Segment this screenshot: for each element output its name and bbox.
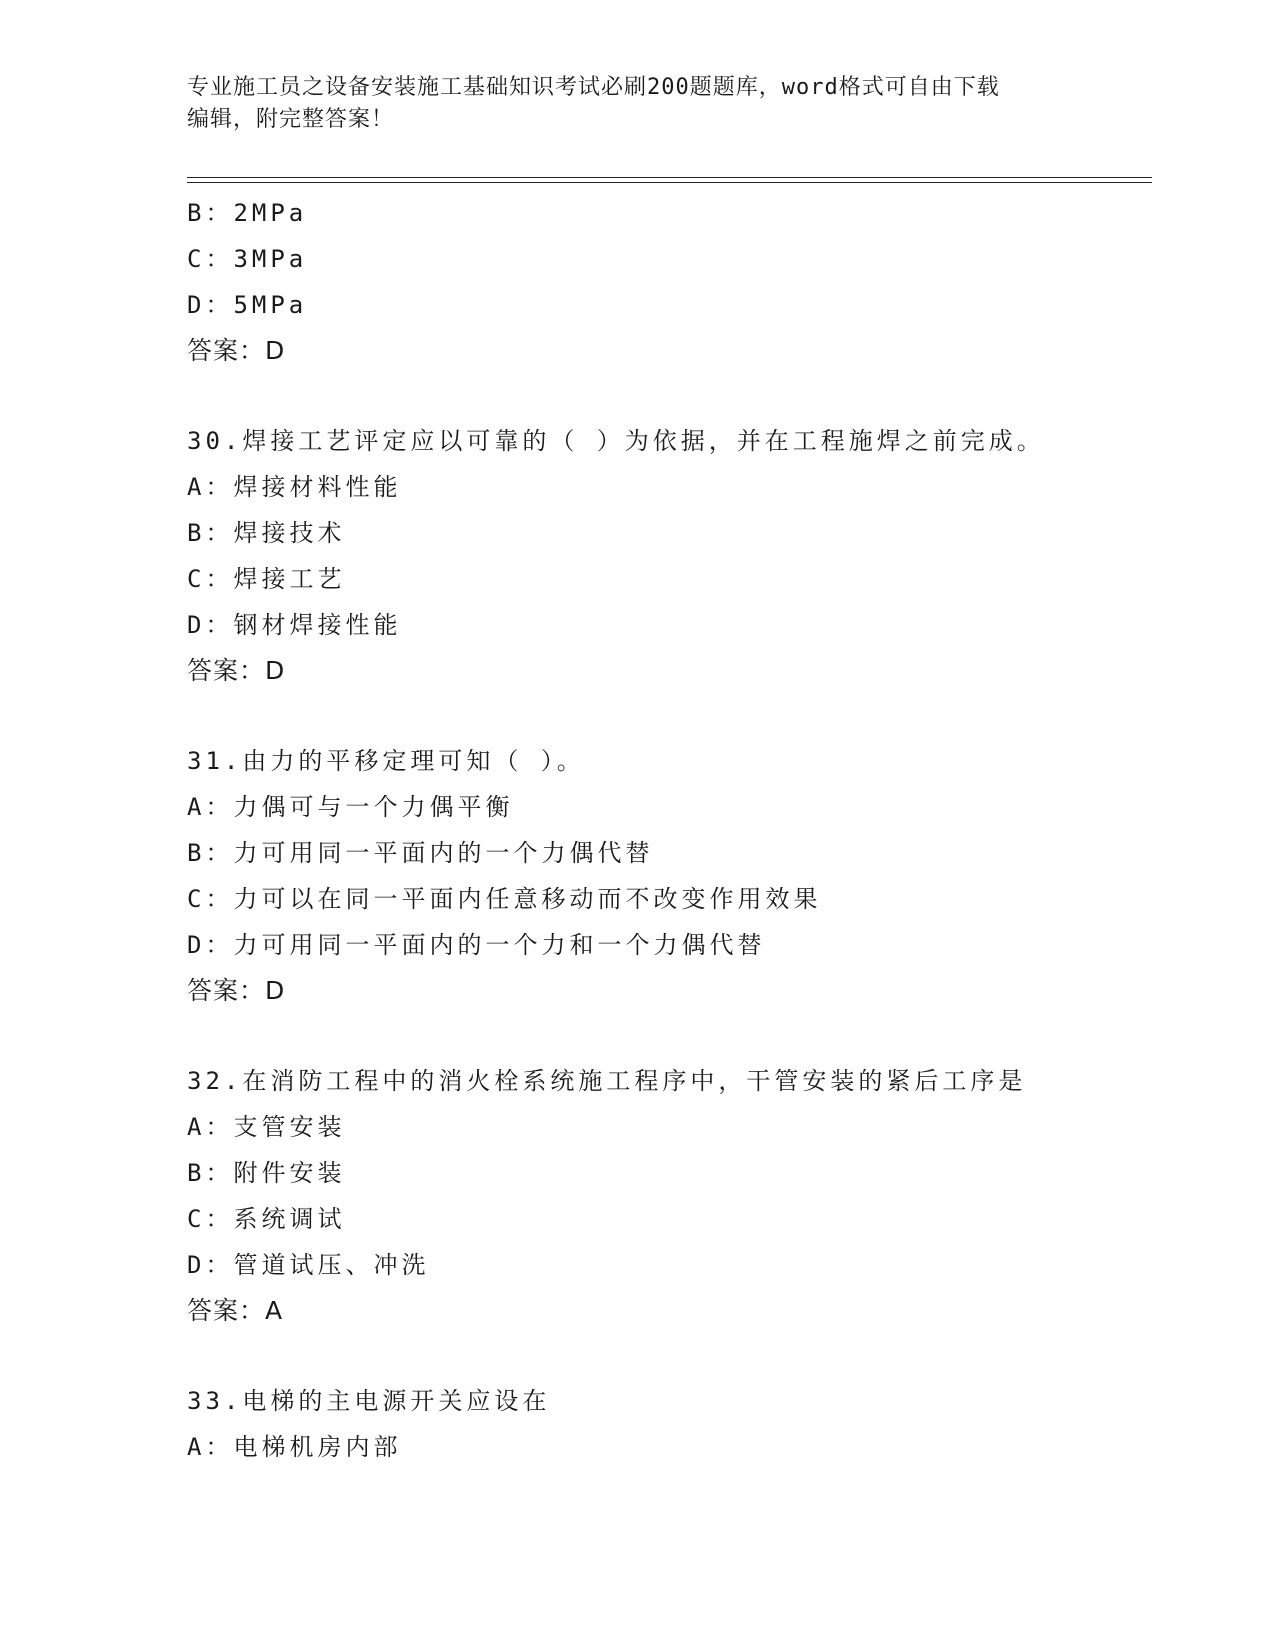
option-d: D：管道试压、冲洗 [187, 1251, 430, 1279]
question-block-continued [187, 190, 1152, 374]
answer: 答案：D [187, 656, 286, 685]
option-c: C：3MPa [187, 245, 308, 273]
header-divider-top [187, 177, 1152, 178]
option-c: C：系统调试 [187, 1205, 346, 1233]
option-c: C：力可以在同一平面内任意移动而不改变作用效果 [187, 885, 822, 913]
spacer [187, 374, 1152, 418]
option-b: B：焊接技术 [187, 519, 346, 547]
question-block-32 [187, 1058, 1152, 1334]
question-text: 33.电梯的主电源开关应设在 [187, 1387, 551, 1415]
question-list [187, 190, 1152, 1470]
answer: 答案：A [187, 1296, 284, 1325]
answer: 答案：D [187, 336, 286, 365]
option-d: D：钢材焊接性能 [187, 611, 402, 639]
option-d: D：力可用同一平面内的一个力和一个力偶代替 [187, 931, 766, 959]
question-block-30 [187, 418, 1152, 694]
option-a: A：焊接材料性能 [187, 473, 402, 501]
option-a: A：力偶可与一个力偶平衡 [187, 793, 514, 821]
option-a: A：支管安装 [187, 1113, 346, 1141]
question-block-31 [187, 738, 1152, 1014]
option-a: A：电梯机房内部 [187, 1433, 402, 1461]
question-text: 32.在消防工程中的消火栓系统施工程序中，干管安装的紧后工序是 [187, 1067, 1027, 1095]
question-text: 30.焊接工艺评定应以可靠的（ ）为依据，并在工程施焊之前完成。 [187, 427, 1045, 455]
spacer [187, 694, 1152, 738]
spacer [187, 1014, 1152, 1058]
answer: 答案：D [187, 976, 286, 1005]
option-c: C：焊接工艺 [187, 565, 346, 593]
question-text: 31.由力的平移定理可知（ ）。 [187, 747, 585, 775]
spacer [187, 1334, 1152, 1378]
header-line-1: 专业施工员之设备安装施工基础知识考试必刷200题题库，word格式可自由下载 [187, 75, 1000, 100]
question-block-33 [187, 1378, 1152, 1470]
header-divider-bottom [187, 182, 1152, 183]
document-header [187, 72, 1087, 136]
option-b: B：力可用同一平面内的一个力偶代替 [187, 839, 654, 867]
option-d: D：5MPa [187, 291, 308, 319]
option-b: B：2MPa [187, 199, 308, 227]
option-b: B：附件安装 [187, 1159, 346, 1187]
header-line-2: 编辑，附完整答案！ [187, 107, 395, 132]
